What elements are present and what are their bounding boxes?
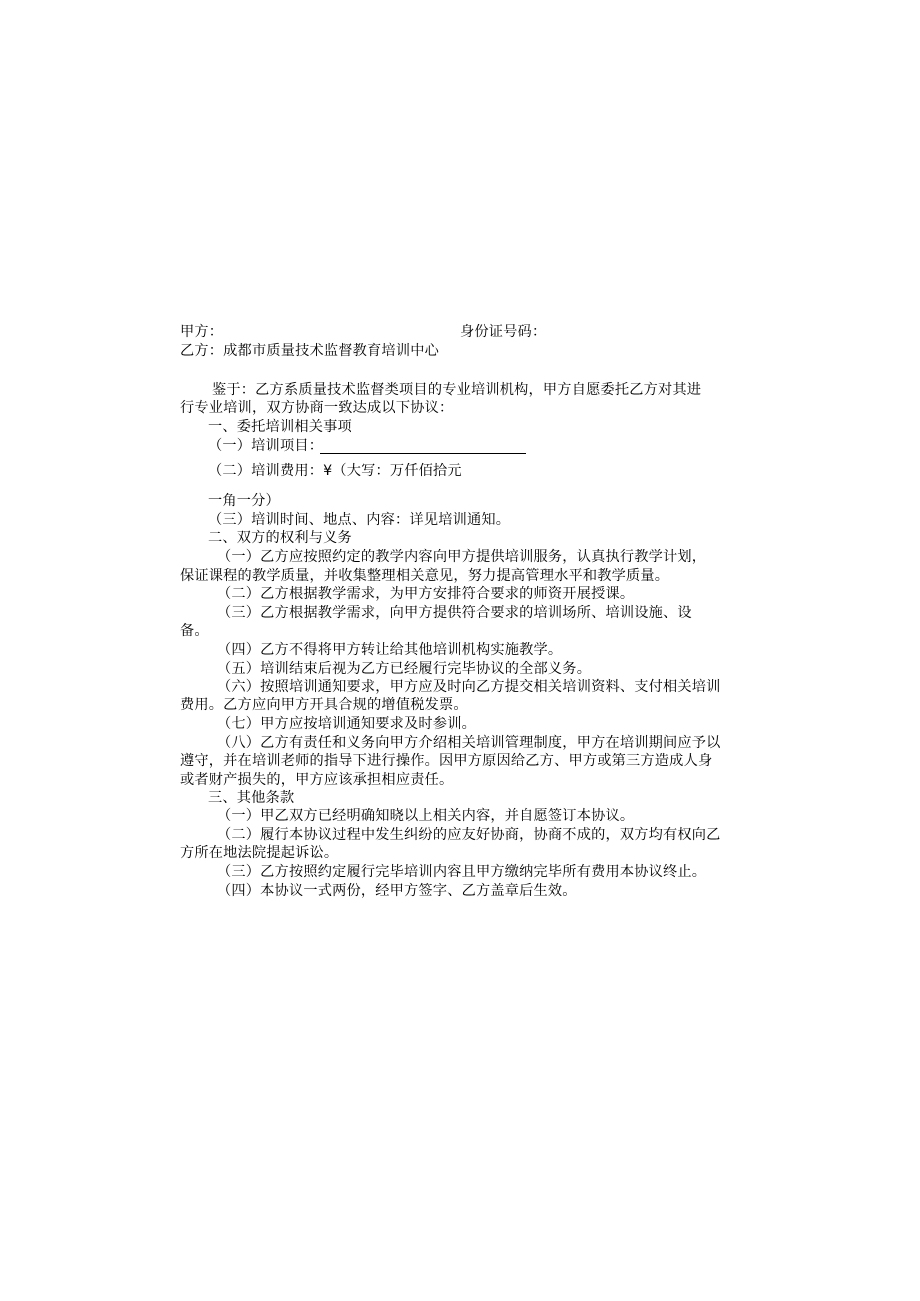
clause-3-2-line-2: 方所在地法院提起诉讼。: [180, 845, 339, 861]
party-a-label: 甲方：: [180, 324, 224, 340]
clause-2-7: （七）甲方应按培训通知要求及时参训。: [217, 716, 476, 732]
clause-2-3-line-2: 备。: [180, 623, 209, 639]
training-fee-continuation: 一角一分）: [208, 493, 280, 509]
clause-2-5: （五）培训结束后视为乙方已经履行完毕协议的全部义务。: [217, 661, 592, 677]
training-fee-line: （二）培训费用：¥（大写：万仟佰拾元: [208, 463, 462, 479]
clause-3-2-line-1: （二）履行本协议过程中发生纠纷的应友好协商，协商不成的，双方均有权向乙: [217, 827, 721, 843]
clause-2-4: （四）乙方不得将甲方转让给其他培训机构实施教学。: [217, 642, 563, 658]
clause-3-1: （一）甲乙双方已经明确知晓以上相关内容，并自愿签订本协议。: [217, 808, 635, 824]
clause-2-1-line-2: 保证课程的教学质量，并收集整理相关意见，努力提高管理水平和教学质量。: [180, 568, 670, 584]
party-b-line: 乙方：成都市质量技术监督教育培训中心: [180, 343, 439, 359]
clause-2-2: （二）乙方根据教学需求，为甲方安排符合要求的师资开展授课。: [217, 586, 635, 602]
clause-3-3: （三）乙方按照约定履行完毕培训内容且甲方缴纳完毕所有费用本协议终止。: [217, 864, 707, 880]
clause-2-1-line-1: （一）乙方应按照约定的教学内容向甲方提供培训服务，认真执行教学计划，: [217, 549, 707, 565]
preamble-line-2: 行专业培训，双方协商一致达成以下协议：: [180, 400, 454, 416]
training-time-line: （三）培训时间、地点、内容：详见培训通知。: [208, 512, 511, 528]
clause-2-8-line-2: 遵守，并在培训老师的指导下进行操作。因甲方原因给乙方、甲方或第三方造成人身: [180, 753, 713, 769]
id-number-label: 身份证号码：: [460, 324, 547, 340]
clause-2-3-line-1: （三）乙方根据教学需求，向甲方提供符合要求的培训场所、培训设施、设: [217, 605, 692, 621]
section-1-heading: 一、委托培训相关事项: [208, 419, 352, 435]
clause-2-8-line-1: （八）乙方有责任和义务向甲方介绍相关培训管理制度，甲方在培训期间应予以: [217, 735, 721, 751]
clause-3-4: （四）本协议一式两份，经甲方签字、乙方盖章后生效。: [217, 883, 577, 899]
section-2-heading: 二、双方的权利与义务: [208, 530, 352, 546]
training-item-blank-line: [320, 453, 526, 454]
training-item-label: （一）培训项目：: [208, 438, 324, 454]
clause-2-6-line-1: （六）按照培训通知要求，甲方应及时向乙方提交相关培训资料、支付相关培训: [217, 679, 721, 695]
section-3-heading: 三、其他条款: [208, 790, 295, 806]
clause-2-6-line-2: 费用。乙方应向甲方开具合规的增值税发票。: [180, 697, 468, 713]
clause-2-8-line-3: 或者财产损失的，甲方应该承担相应责任。: [180, 772, 454, 788]
preamble-line-1: 鉴于：乙方系质量技术监督类项目的专业培训机构，甲方自愿委托乙方对其进: [212, 382, 702, 398]
